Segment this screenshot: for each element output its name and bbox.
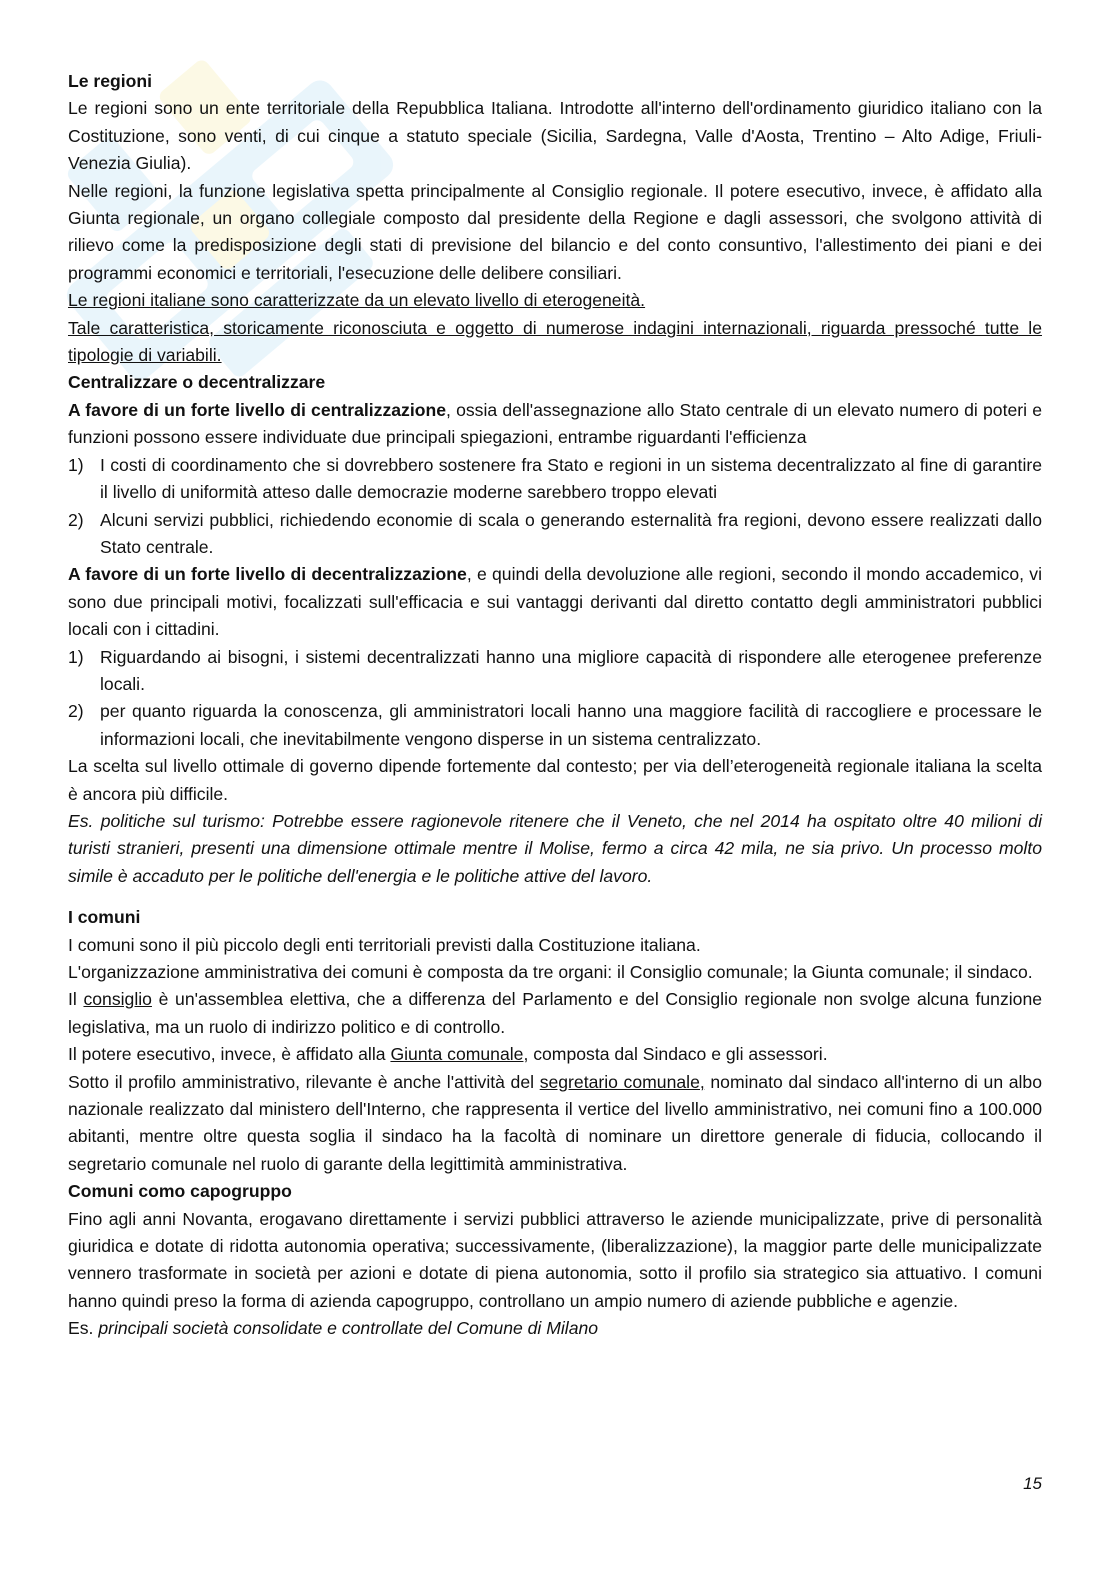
paragraph-text: , e quindi della devoluzione alle regioni, secondo il mondo accademico, vi sono due principali motivi, focalizzati sull'efficacia e sui vantaggi derivanti dal diretto contatto degli amministratori pubblici locali con i cittadini. bbox=[68, 564, 1043, 640]
document-page bbox=[68, 68, 1042, 1343]
list-item-text: per quanto riguarda la conoscenza, gli amministratori locali hanno una maggiore facilità di raccogliere e processare le informazioni locali, che inevitabilmente vengono disperse in un sistema centralizzato. bbox=[100, 701, 1042, 749]
paragraph: L'organizzazione amministrativa dei comuni è composta da tre organi: il Consiglio comunale; la Giunta comunale; il sindaco. bbox=[68, 962, 1033, 982]
list-number: 2) bbox=[68, 509, 84, 530]
heading-i-comuni: I comuni bbox=[68, 907, 141, 928]
list-item bbox=[68, 452, 1042, 507]
paragraph-text: , ossia dell'assegnazione allo Stato centrale di un elevato numero di poteri e funzioni possono essere individuate due principali spiegazioni, entrambe riguardanti l'efficienza bbox=[68, 399, 1043, 448]
text-fragment: è un'assemblea elettiva, che a differenza del Parlamento e del Consiglio regionale non svolge alcuna funzione legislativa, ma un ruolo di indirizzo politico e di controllo. bbox=[68, 989, 1043, 1037]
numbered-list bbox=[68, 452, 1042, 562]
underlined-term: Giunta comunale bbox=[390, 1044, 524, 1065]
italic-example: Es. politiche sul turismo: Potrebbe essere ragionevole ritenere che il Veneto, che nel 2014 ha ospitato oltre 40 milioni di turisti stranieri, presenti una dimensione ottimale mentre il Molise, fermo a circa 42 mila, ne sia privo. Un processo molto simile è accaduto per le politiche dell'energia e le politiche attive del lavoro. bbox=[68, 810, 1042, 886]
italic-example: principali società consolidate e controllate del Comune di Milano bbox=[98, 1318, 599, 1339]
underlined-paragraph: Tale caratteristica, storicamente riconosciuta e oggetto di numerose indagini internazionali, riguarda pressoché tutte le tipologie di variabili. bbox=[68, 317, 1042, 366]
paragraph bbox=[68, 1041, 1042, 1068]
paragraph bbox=[68, 1315, 1042, 1342]
list-item-text: Riguardando ai bisogni, i sistemi decentralizzati hanno una migliore capacità di rispondere alle eterogenee preferenze locali. bbox=[100, 646, 1042, 694]
page-number: 15 bbox=[1023, 1474, 1042, 1493]
paragraph: Fino agli anni Novanta, erogavano direttamente i servizi pubblici attraverso le aziende municipalizzate, prive di personalità giuridica e dotate di ridotta autonomia operativa; successivamente, (liberalizzazione), la maggior parte delle municipalizzate vennero trasformate in società per azioni e dotate di piena autonomia, sotto il profilo sia strategico sia attuativo. I comuni hanno quindi preso la forma di azienda capogruppo, controllano un ampio numero di aziende pubbliche e agenzie. bbox=[68, 1208, 1042, 1311]
paragraph bbox=[68, 986, 1042, 1041]
underlined-term: consiglio bbox=[83, 989, 152, 1010]
heading-centralizzare: Centralizzare o decentralizzare bbox=[68, 372, 326, 393]
heading-le-regioni: Le regioni bbox=[68, 71, 153, 91]
text-fragment: Sotto il profilo amministrativo, rilevante è anche l'attività del bbox=[68, 1071, 540, 1092]
list-number: 1) bbox=[68, 454, 84, 475]
bold-lead: A favore di un forte livello di decentralizzazione bbox=[68, 564, 467, 585]
list-number: 1) bbox=[68, 646, 84, 667]
paragraph: Nelle regioni, la funzione legislativa spetta principalmente al Consiglio regionale. Il potere esecutivo, invece, è affidato alla Giunta regionale, un organo collegiale composto dal presidente della Regione e dagli assessori, che svolgono attività di rilievo come la predisposizione degli stati di previsione del bilancio e del conto consuntivo, l'allestimento dei piani e dei programmi economici e territoriali, l'esecuzione delle delibere consiliari. bbox=[68, 180, 1042, 283]
paragraph bbox=[68, 561, 1042, 643]
list-item-text: Alcuni servizi pubblici, richiedendo economie di scala o generando esternalità fra regioni, devono essere realizzati dallo Stato centrale. bbox=[100, 509, 1042, 557]
list-item bbox=[68, 698, 1042, 753]
underlined-term: segretario comunale, bbox=[539, 1071, 705, 1092]
paragraph: I comuni sono il più piccolo degli enti territoriali previsti dalla Costituzione italiana. bbox=[68, 934, 701, 955]
underlined-paragraph: Le regioni italiane sono caratterizzate da un elevato livello di eterogeneità. bbox=[68, 290, 646, 311]
paragraph: Le regioni sono un ente territoriale della Repubblica Italiana. Introdotte all'interno dell'ordinamento giuridico italiano con la Costituzione, sono venti, di cui cinque a statuto speciale (Sicilia, Sardegna, Valle d'Aosta, Trentino – Alto Adige, Friuli-Venezia Giulia). bbox=[68, 98, 1042, 174]
text-fragment: nominato dal sindaco all'interno di un albo nazionale realizzato dal ministero dell'Interno, che rappresenta il vertice del livello amministrativo, nei comuni fino a 100.000 abitanti, mentre oltre questa soglia il sindaco ha la facoltà di nominare un direttore generale di fiducia, collocando il segretario comunale nel ruolo di garante della legittimità amministrativa. bbox=[68, 1071, 1043, 1174]
paragraph bbox=[68, 1069, 1042, 1179]
paragraph bbox=[68, 397, 1042, 452]
heading-comuni-capogruppo: Comuni como capogruppo bbox=[68, 1181, 292, 1202]
section-spacer bbox=[68, 890, 1042, 904]
list-item bbox=[68, 507, 1042, 562]
list-number: 2) bbox=[68, 701, 84, 722]
paragraph: La scelta sul livello ottimale di governo dipende fortemente dal contesto; per via dell’eterogeneità regionale italiana la scelta è ancora più difficile. bbox=[68, 756, 1042, 804]
numbered-list bbox=[68, 644, 1042, 754]
text-fragment: , composta dal Sindaco e gli assessori. bbox=[523, 1044, 828, 1065]
text-fragment: Il potere esecutivo, invece, è affidato alla bbox=[68, 1044, 391, 1065]
text-fragment: Es. bbox=[68, 1318, 99, 1339]
list-item-text: I costi di coordinamento che si dovrebbero sostenere fra Stato e regioni in un sistema decentralizzato al fine di garantire il livello di uniformità atteso dalle democrazie moderne sarebbero troppo elevati bbox=[100, 454, 1042, 503]
list-item bbox=[68, 644, 1042, 699]
bold-lead: A favore di un forte livello di centralizzazione bbox=[68, 399, 446, 420]
text-fragment: Il bbox=[68, 989, 84, 1010]
